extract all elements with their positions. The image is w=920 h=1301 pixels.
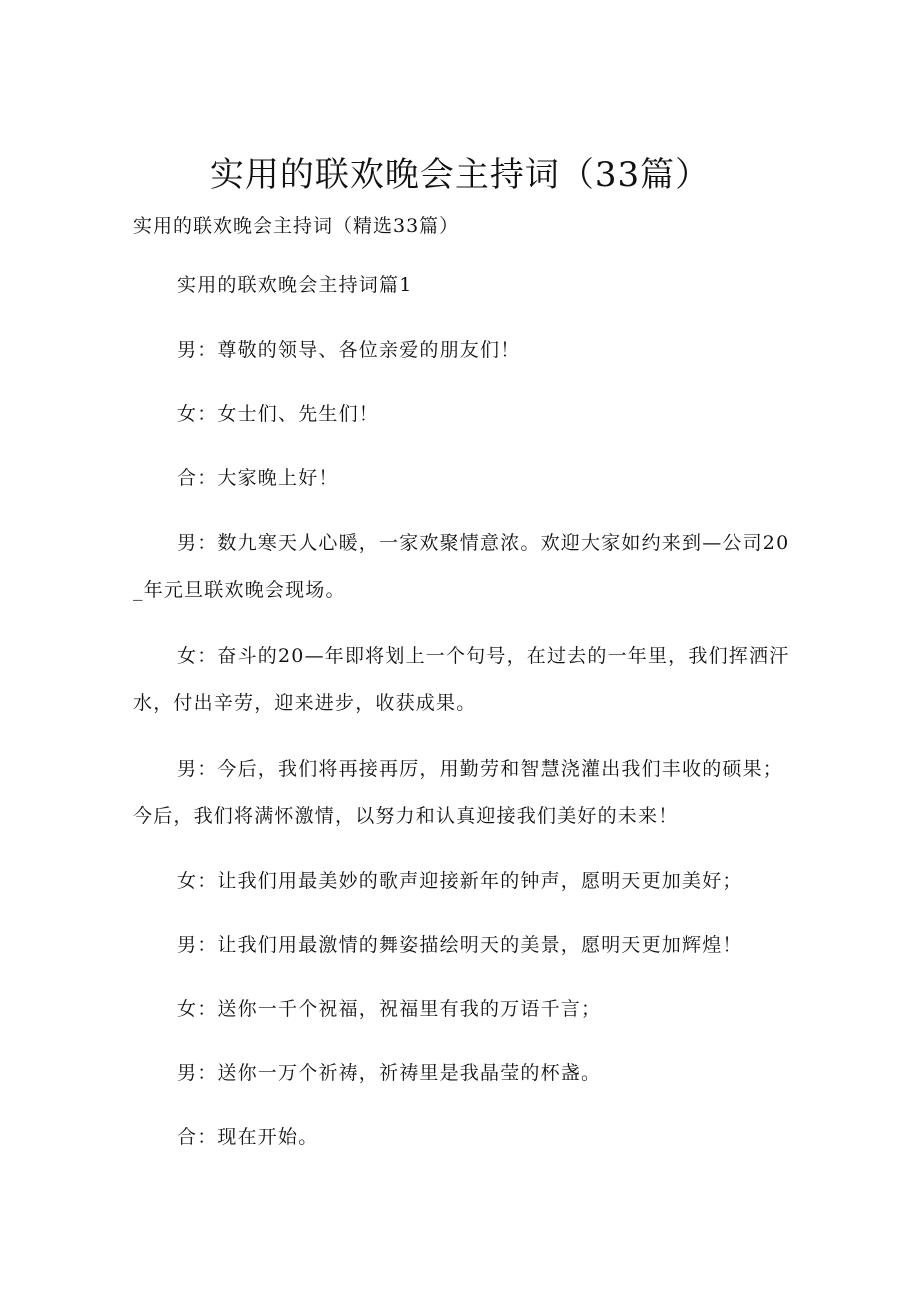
paragraph: 合：现在开始。	[177, 1126, 319, 1148]
document-title: 实用的联欢晚会主持词（33篇）	[209, 155, 711, 195]
paragraph: 男：送你一万个祈祷，祈祷里是我晶莹的杯盏。	[177, 1062, 602, 1084]
paragraph: 男：数九寒天人心暖，一家欢聚情意浓。欢迎大家如约来到—公司20_年元旦联欢晚会现场。	[133, 532, 790, 601]
paragraph: 女：奋斗的20—年即将划上一个句号，在过去的一年里，我们挥洒汗水，付出辛劳，迎来进步，收获成果。	[133, 645, 790, 714]
paragraph: 男：让我们用最激情的舞姿描绘明天的美景，愿明天更加辉煌！	[177, 934, 743, 956]
paragraph: 女：让我们用最美妙的歌声迎接新年的钟声，愿明天更加美好；	[177, 870, 743, 892]
paragraph: 女：送你一千个祝福，祝福里有我的万语千言；	[177, 998, 602, 1020]
section-heading: 实用的联欢晚会主持词篇1	[177, 274, 413, 296]
paragraph: 男：尊敬的领导、各位亲爱的朋友们！	[177, 339, 521, 361]
paragraph: 男：今后，我们将再接再厉，用勤劳和智慧浇灌出我们丰收的硕果；今后，我们将满怀激情，以努力和认真迎接我们美好的未来！	[133, 758, 784, 827]
paragraph: 女：女士们、先生们！	[177, 403, 380, 425]
document-subtitle: 实用的联欢晚会主持词（精选33篇）	[133, 215, 460, 237]
paragraph: 合：大家晚上好！	[177, 467, 339, 489]
